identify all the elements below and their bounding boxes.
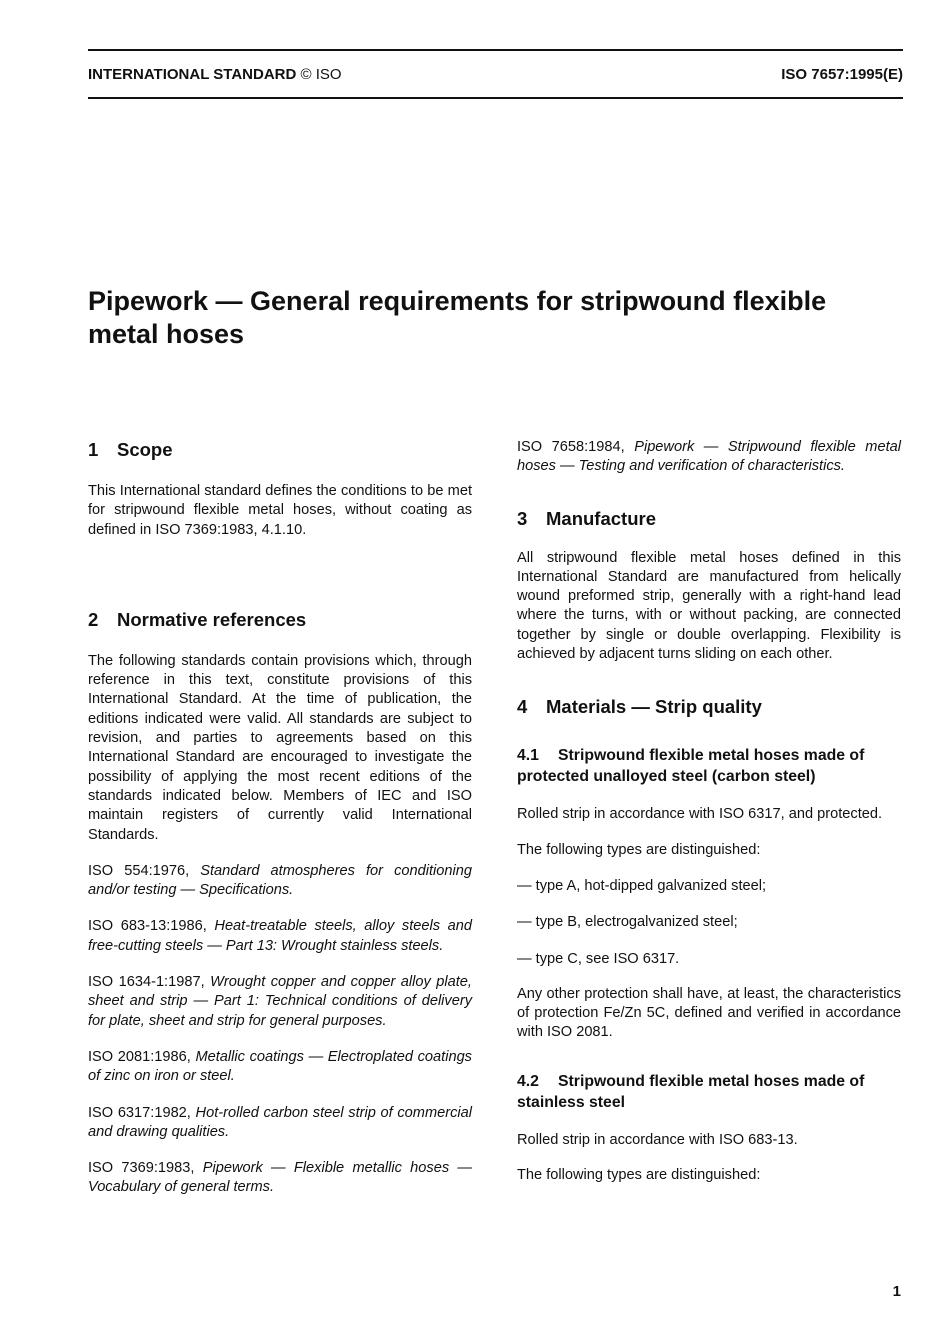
- section-4-1-number: 4.1: [517, 747, 539, 765]
- section-4-title: Materials — Strip quality: [546, 696, 762, 718]
- section-4-heading: [517, 695, 901, 719]
- left-column: [88, 438, 472, 1198]
- sub2-paragraph-2: The following types are distinguished:: [517, 1167, 761, 1184]
- normative-intro: The following standards contain provisions which, through reference in this text, constitute provisions of this International Standard. At the time of publication, the editions indicated were valid. All standards are subject to revision, and parties to agreements based on this International Standard are encouraged to investigate the possibility of applying the most recent editions of the standards indicated below. Members of IEC and ISO maintain registers of currently valid International Standards.: [88, 652, 472, 843]
- section-1-heading: [88, 438, 472, 462]
- ref-title: Hot-rolled carbon steel strip of commercial and drawing qualities.: [88, 1104, 472, 1140]
- ref-title: Pipework — Stripwound flexible metal hoses — Testing and verification of characteristics.: [517, 439, 901, 475]
- section-1-number: 1: [88, 439, 99, 460]
- ref-iso-6317: [88, 1104, 472, 1143]
- ref-title: Heat-treatable steels, alloy steels and free-cutting steels — Part 13: Wrought stainless steels.: [88, 918, 472, 954]
- list-item: — type B, electrogalvanized steel;: [517, 914, 738, 931]
- header-copyright: © ISO: [300, 66, 342, 83]
- ref-code: ISO 554:1976,: [88, 862, 190, 879]
- header-rule-top: [88, 49, 903, 51]
- ref-title: Pipework — Flexible metallic hoses — Vocabulary of general terms.: [88, 1160, 472, 1196]
- ref-iso-7369: [88, 1159, 472, 1198]
- ref-code: ISO 7658:1984,: [517, 439, 625, 455]
- header-rule-bottom: [88, 97, 903, 99]
- section-4-number: 4: [517, 696, 528, 718]
- ref-iso-2081: [88, 1048, 472, 1087]
- section-2-heading: [88, 608, 472, 632]
- list-item: — type A, hot-dipped galvanized steel;: [517, 877, 767, 894]
- manufacture-text: All stripwound flexible metal hoses defined in this International Standard are manufactured from helically wound preformed strip, generally with a right-hand lead where the turns, with or without packing, are connected together by single or double overlapping. Flexibility is achieved by adjacent turns sliding on each other.: [517, 549, 901, 663]
- sub1-paragraph-2: The following types are distinguished:: [517, 841, 761, 858]
- sub2-paragraph-1: Rolled strip in accordance with ISO 683-13.: [517, 1131, 798, 1148]
- scope-text: This International standard defines the conditions to be met for stripwound flexible metal hoses, without coating as defined in ISO 7369:1983, 4.1.10.: [88, 483, 472, 538]
- ref-title: Standard atmospheres for conditioning and/or testing — Specifications.: [88, 862, 473, 899]
- header-left: [88, 66, 342, 83]
- ref-title: Wrought copper and copper alloy plate, sheet and strip — Part 1: Technical conditions of delivery for plate, sheet and strip for general purposes.: [88, 974, 472, 1029]
- section-3-heading: [517, 507, 901, 531]
- section-3-number: 3: [517, 507, 528, 529]
- section-2-title: Normative references: [117, 608, 307, 630]
- section-1-title: Scope: [117, 439, 173, 460]
- list-item: — type C, see ISO 6317.: [517, 950, 680, 967]
- page-number: 1: [892, 1283, 901, 1300]
- ref-iso-1634-1: [88, 973, 472, 1031]
- right-column: [517, 438, 901, 1185]
- ref-iso-554: [88, 862, 472, 901]
- section-4-2-number: 4.2: [517, 1072, 539, 1090]
- header-document-number: ISO 7657:1995(E): [781, 66, 903, 83]
- ref-code: ISO 683-13:1986,: [88, 918, 207, 935]
- sub1-paragraph-3: Any other protection shall have, at least, the characteristics of protection Fe/Zn 5C, defined and verified in accordance with ISO 2081.: [517, 985, 901, 1041]
- ref-code: ISO 6317:1982,: [88, 1104, 191, 1121]
- ref-code: ISO 7369:1983,: [88, 1160, 195, 1177]
- sub1-paragraph-1: Rolled strip in accordance with ISO 6317, and protected.: [517, 806, 883, 823]
- ref-code: ISO 1634-1:1987,: [88, 974, 205, 991]
- ref-iso-7658: [517, 438, 901, 477]
- section-4-1-title: Stripwound flexible metal hoses made of protected unalloyed steel (carbon steel): [517, 747, 865, 786]
- header-standard-label: INTERNATIONAL STANDARD: [88, 66, 297, 83]
- section-4-2-heading: [517, 1071, 901, 1113]
- section-4-1-heading: [517, 745, 901, 787]
- ref-code: ISO 2081:1986,: [88, 1048, 191, 1065]
- ref-iso-683-13: [88, 917, 472, 956]
- section-4-2-title: Stripwound flexible metal hoses made of stainless steel: [517, 1072, 865, 1111]
- document-title: Pipework — General requirements for stripwound flexible metal hoses: [88, 286, 827, 349]
- section-3-title: Manufacture: [546, 507, 656, 529]
- section-2-number: 2: [88, 608, 99, 630]
- ref-title: Metallic coatings — Electroplated coatings of zinc on iron or steel.: [88, 1048, 472, 1085]
